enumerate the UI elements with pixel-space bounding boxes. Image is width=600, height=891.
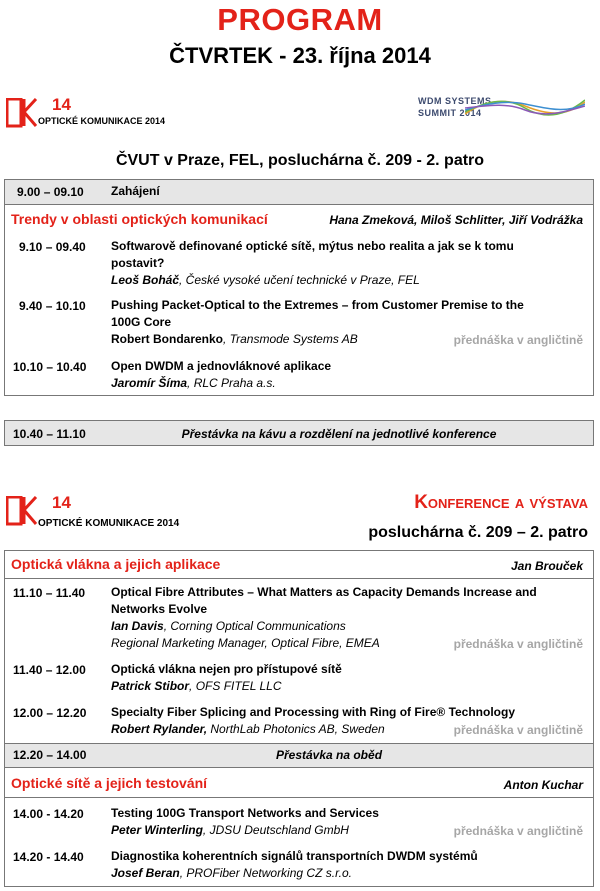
talk-title: Optical Fibre Attributes – What Matters as Capacity Demands Increase and: [111, 585, 537, 599]
english-note: přednáška v angličtině: [453, 637, 583, 651]
talk-speaker-line: [111, 678, 282, 695]
english-note: přednáška v angličtině: [453, 824, 583, 838]
speaker-name: Jaromír Šíma: [111, 376, 188, 390]
talk-title: Pushing Packet-Optical to the Extremes – from Customer Premise to the: [111, 298, 524, 312]
talk-speaker-line: [111, 618, 346, 635]
talk-speaker-line: [111, 272, 420, 289]
speaker-affiliation: , České vysoké učení technické v Praze, FEL: [179, 273, 420, 287]
talk-title-cont: Networks Evolve: [111, 602, 208, 616]
section-chairs: Hana Zmeková, Miloš Schlitter, Jiří Vodrážka: [329, 213, 583, 227]
talk-speaker-line: [111, 375, 276, 392]
speaker-affiliation: , PROFiber Networking CZ s.r.o.: [179, 866, 352, 880]
logo-number: 14: [52, 95, 71, 114]
opening-row: [5, 180, 593, 204]
english-note: přednáška v angličtině: [453, 723, 583, 737]
speaker-name: Robert Bondarenko: [111, 332, 224, 346]
talk-title: Diagnostika koherentních signálů transportních DWDM systémů: [111, 849, 478, 863]
divider: [5, 578, 593, 579]
break-label: Přestávka na kávu a rozdělení na jednotlivé konference: [181, 427, 497, 441]
morning-program-box: [4, 179, 594, 396]
talk-title: Optická vlákna nejen pro přístupové sítě: [111, 662, 342, 676]
talk-time: 11.10 – 11.40: [13, 586, 86, 600]
opening-label: Zahájení: [111, 184, 160, 198]
speaker-affiliation: , JDSU Deutschland GmbH: [202, 823, 349, 837]
logo-number: 14: [52, 493, 71, 512]
talk-speaker-line: [111, 865, 352, 882]
divider: [5, 797, 593, 798]
talk-time: 14.00 - 14.20: [13, 807, 84, 821]
coffee-break-row: [4, 420, 594, 446]
speaker-affiliation: , Transmode Systems AB: [223, 332, 358, 346]
logo-name: OPTICKÉ KOMUNIKACE 2014: [38, 518, 180, 529]
talk-time: 12.00 – 12.20: [13, 706, 87, 720]
lunch-label: Přestávka na oběd: [275, 748, 383, 762]
speaker-affiliation: , RLC Praha a.s.: [187, 376, 276, 390]
talk-title-cont: 100G Core: [111, 315, 172, 329]
section-title: Trendy v oblasti optických komunikací: [11, 211, 268, 227]
talk-speaker-line: [111, 822, 349, 839]
talk-time: 10.10 – 10.40: [13, 360, 87, 374]
opening-time: 9.00 – 09.10: [17, 185, 84, 199]
talk-speaker-line: [111, 331, 358, 348]
speaker-name: Leoš Boháč: [111, 273, 180, 287]
conference-room: posluchárna č. 209 – 2. patro: [368, 524, 588, 541]
speaker-name: Josef Beran: [111, 866, 180, 880]
talk-time: 11.40 – 12.00: [13, 663, 86, 677]
page-subtitle: ČTVRTEK - 23. října 2014: [169, 43, 431, 68]
talk-title: Open DWDM a jednovláknové aplikace: [111, 359, 332, 373]
talk-time: 9.10 – 09.40: [19, 240, 86, 254]
lunch-time: 12.20 – 14.00: [13, 748, 87, 762]
speaker-name: Ian Davis: [111, 619, 164, 633]
section-title: Optické sítě a jejich testování: [11, 775, 208, 791]
talk-speaker-line: [111, 721, 385, 738]
section-title: Optická vlákna a jejich aplikace: [11, 556, 221, 572]
talk-title: Softwarově definované optické sítě, mýtus nebo realita a jak se k tomu: [111, 239, 514, 253]
divider: [5, 204, 593, 205]
conference-heading: Konference a výstava: [414, 492, 588, 513]
logo-name: OPTICKÉ KOMUNIKACE 2014: [38, 116, 166, 126]
speaker-affiliation: , OFS FITEL LLC: [189, 679, 282, 693]
english-note: přednáška v angličtině: [453, 333, 583, 347]
venue: ČVUT v Praze, FEL, posluchárna č. 209 - 2. patro: [115, 152, 485, 169]
section-chair: Anton Kuchar: [503, 778, 583, 792]
page-title: PROGRAM: [217, 2, 383, 37]
talk-title: Specialty Fiber Splicing and Processing with Ring of Fire® Technology: [111, 705, 516, 719]
wdm-systems-logo: [405, 92, 585, 128]
speaker-affiliation: , Corning Optical Communications: [163, 619, 346, 633]
talk-time: 9.40 – 10.10: [19, 299, 86, 313]
talk-time: 14.20 - 14.40: [13, 850, 84, 864]
lunch-row: [5, 744, 593, 767]
speaker-role: Regional Marketing Manager, Optical Fibre, EMEA: [111, 636, 380, 650]
section-chair: Jan Brouček: [510, 559, 583, 573]
speaker-name: Robert Rylander,: [111, 722, 208, 736]
speaker-name: Patrick Stibor: [111, 679, 190, 693]
wave-icon: [465, 92, 585, 122]
break-time: 10.40 – 11.10: [13, 427, 86, 441]
wdm-logo-line1: WDM SYSTEMS: [418, 96, 492, 106]
conference-program-box: [4, 550, 594, 887]
wdm-logo-line2: SUMMIT 2014: [418, 108, 482, 118]
speaker-affiliation: NorthLab Photonics AB, Sweden: [207, 722, 385, 736]
speaker-name: Peter Winterling: [111, 823, 203, 837]
talk-title-cont: postavit?: [111, 256, 165, 270]
divider: [5, 767, 593, 768]
talk-title: Testing 100G Transport Networks and Services: [111, 806, 379, 820]
